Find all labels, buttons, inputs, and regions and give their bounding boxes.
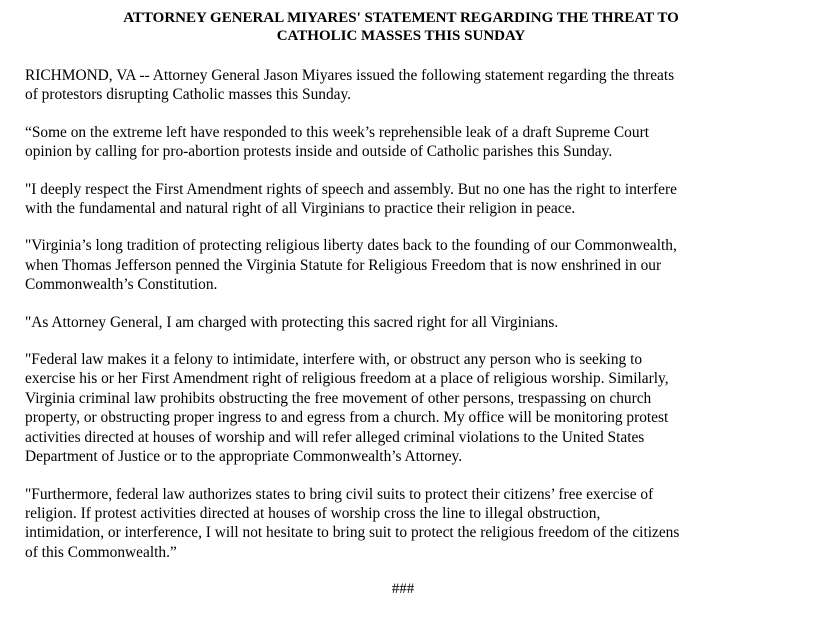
text-line: opinion by calling for pro-abortion protests inside and outside of Catholic parishes this Sunday. xyxy=(25,143,613,161)
paragraph-civil-suits xyxy=(25,485,777,563)
paragraph-tradition xyxy=(25,236,777,294)
text-line: "Federal law makes it a felony to intimidate, interfere with, or obstruct any person who is seeking to xyxy=(25,351,643,369)
document-title xyxy=(25,9,777,45)
paragraph-first-amendment xyxy=(25,180,777,219)
text-line: Department of Justice or to the appropriate Commonwealth’s Attorney. xyxy=(25,448,463,466)
text-line: exercise his or her First Amendment right of religious freedom at a place of religious worship. Similarly, xyxy=(25,370,669,388)
text-line: Virginia criminal law prohibits obstructing the free movement of other persons, trespassing on church xyxy=(25,389,652,407)
text-line: "I deeply respect the First Amendment rights of speech and assembly. But no one has the right to interfere xyxy=(25,180,677,198)
paragraph-federal-law xyxy=(25,350,777,466)
paragraph-dateline xyxy=(25,66,777,105)
paragraph-attorney-general xyxy=(25,313,777,332)
text-line: of protestors disrupting Catholic masses this Sunday. xyxy=(25,86,352,104)
title-line: ATTORNEY GENERAL MIYARES' STATEMENT REGARDING THE THREAT TO xyxy=(123,10,679,26)
text-line: with the fundamental and natural right of all Virginians to practice their religion in peace. xyxy=(25,200,576,218)
text-line: "As Attorney General, I am charged with protecting this sacred right for all Virginians. xyxy=(25,313,559,331)
text-line: Commonwealth’s Constitution. xyxy=(25,276,218,294)
text-line: intimidation, or interference, I will not hesitate to bring suit to protect the religious freedom of the citizens xyxy=(25,524,680,542)
text-line: of this Commonwealth.” xyxy=(25,543,177,561)
text-line: “Some on the extreme left have responded to this week’s reprehensible leak of a draft Supreme Court xyxy=(25,123,649,141)
paragraph-leak xyxy=(25,123,777,162)
text-line: RICHMOND, VA -- Attorney General Jason Miyares issued the following statement regarding the threats xyxy=(25,67,675,84)
end-mark: ### xyxy=(391,581,415,598)
text-line: activities directed at houses of worship and will refer alleged criminal violations to the United States xyxy=(25,428,645,446)
text-line: "Virginia’s long tradition of protecting religious liberty dates back to the founding of our Commonwealth, xyxy=(25,237,677,255)
press-release xyxy=(25,9,777,599)
text-line: when Thomas Jefferson penned the Virginia Statute for Religious Freedom that is now enshrined in our xyxy=(25,256,662,274)
text-line: "Furthermore, federal law authorizes states to bring civil suits to protect their citizens’ free exercise of xyxy=(25,485,654,503)
text-line: religion. If protest activities directed at houses of worship cross the line to illegal obstruction, xyxy=(25,504,601,522)
title-line: CATHOLIC MASSES THIS SUNDAY xyxy=(276,28,526,44)
text-line: property, or obstructing proper ingress to and egress from a church. My office will be monitoring protest xyxy=(25,409,669,427)
